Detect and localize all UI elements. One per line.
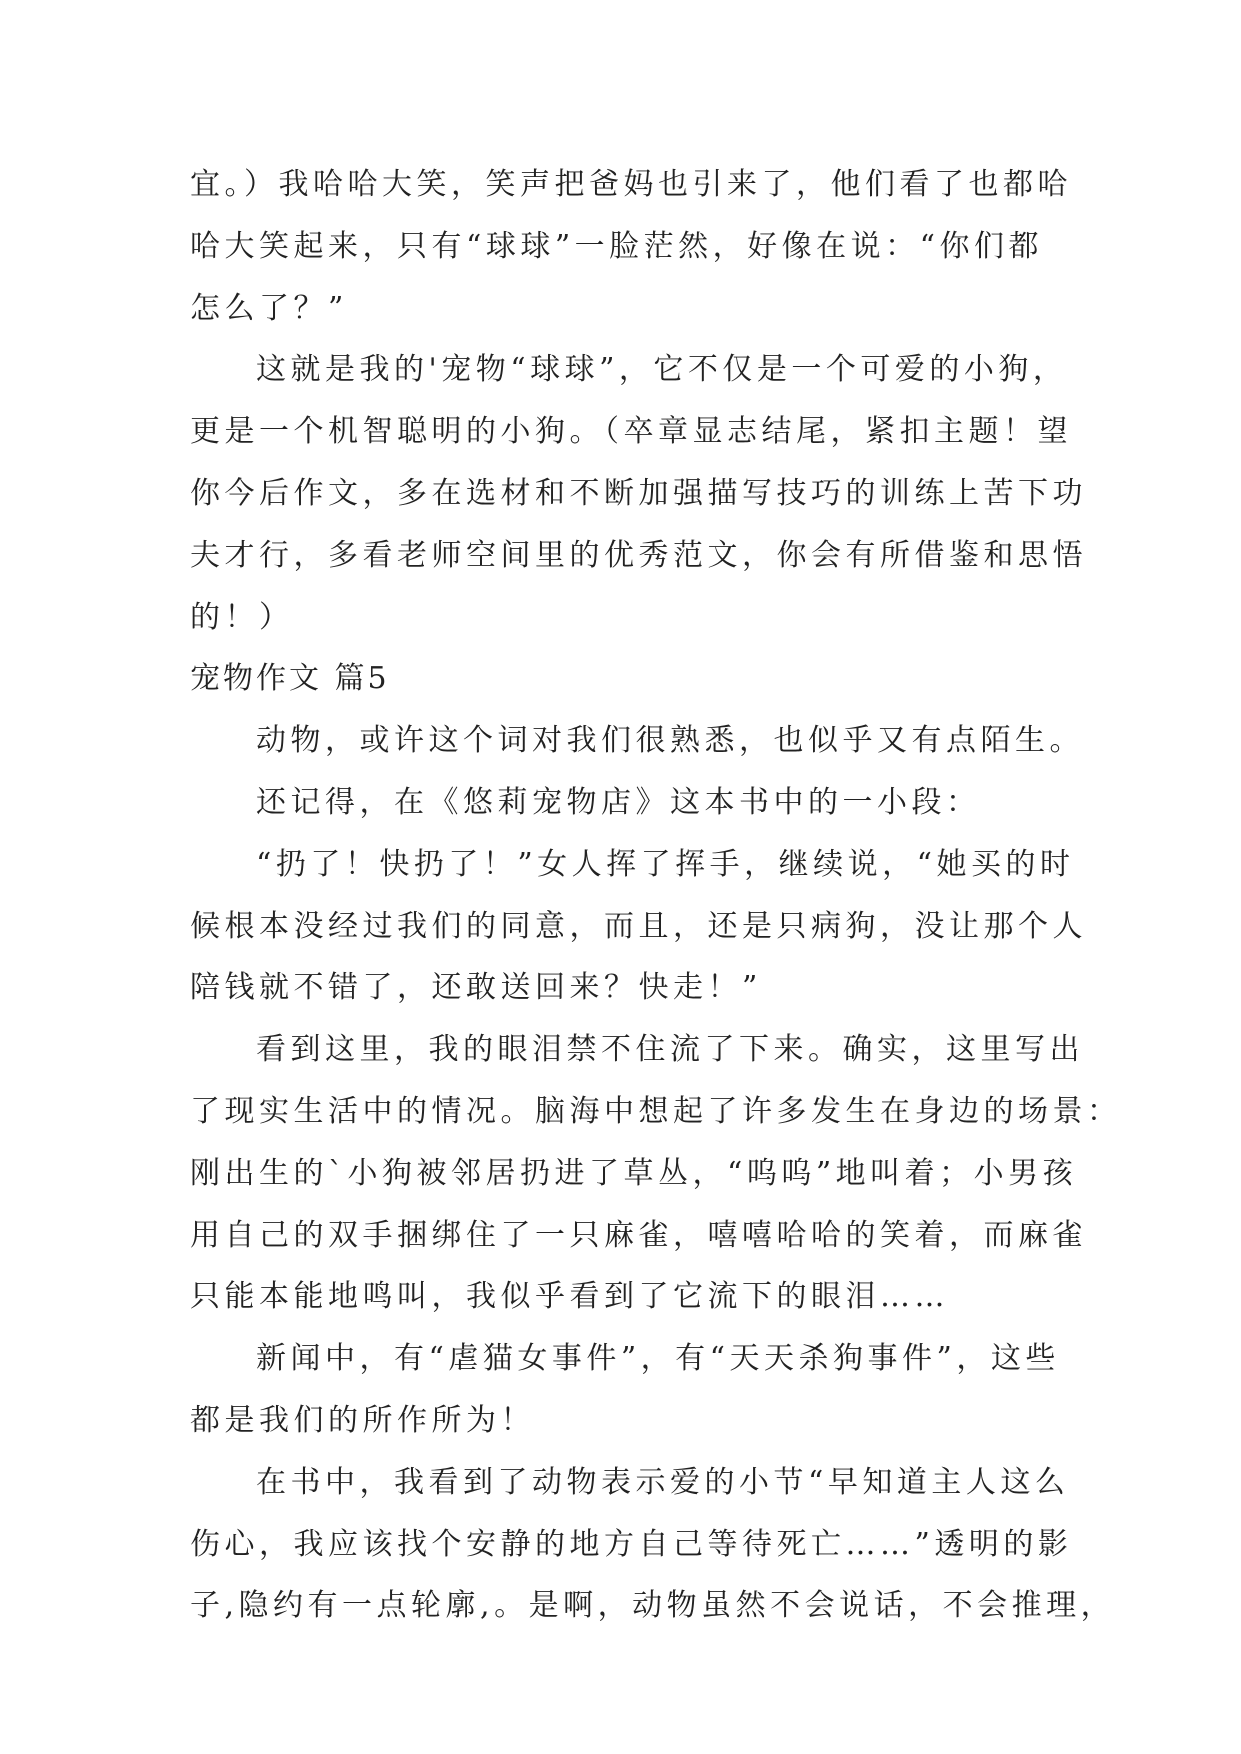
text-line: 候根本没经过我们的同意，而且，还是只病狗，没让那个人 bbox=[190, 908, 1087, 944]
text-line: 用自己的双手捆绑住了一只麻雀，嘻嘻哈哈的笑着，而麻雀 bbox=[190, 1217, 1087, 1253]
text-line: 伤心，我应该找个安静的地方自己等待死亡……”透明的影 bbox=[190, 1526, 1073, 1562]
section-heading: 宠物作文 篇5 bbox=[190, 661, 390, 697]
text-line: 更是一个机智聪明的小狗。（卒章显志结尾，紧扣主题！望 bbox=[190, 414, 1072, 450]
text-line: 的！） bbox=[190, 599, 294, 635]
text-line: 怎么了？” bbox=[190, 290, 348, 326]
text-line: 动物，或许这个词对我们很熟悉，也似乎又有点陌生。 bbox=[256, 723, 1084, 759]
text-line: 都是我们的所作所为！ bbox=[190, 1402, 535, 1438]
text-line: 刚出生的`小狗被邻居扔进了草丛，“呜呜”地叫着；小男孩 bbox=[190, 1155, 1078, 1191]
text-line: 新闻中，有“虐猫女事件”，有“天天杀狗事件”，这些 bbox=[256, 1341, 1060, 1377]
text-line: 夫才行，多看老师空间里的优秀范文，你会有所借鉴和思悟 bbox=[190, 537, 1087, 573]
text-line: 只能本能地鸣叫，我似乎看到了它流下的眼泪…… bbox=[190, 1279, 949, 1315]
text-line: 看到这里，我的眼泪禁不住流了下来。确实，这里写出 bbox=[256, 1032, 1084, 1068]
text-line: 陪钱就不错了，还敢送回来？快走！” bbox=[190, 970, 762, 1006]
text-line: 在书中，我看到了动物表示爱的小节“早知道主人这么 bbox=[256, 1464, 1070, 1500]
text-line: 子,隐约有一点轮廓,。是啊，动物虽然不会说话，不会推理， bbox=[190, 1588, 1116, 1624]
document-body bbox=[190, 154, 1122, 1637]
text-line: 哈大笑起来，只有“球球”一脸茫然，好像在说：“你们都 bbox=[190, 228, 1044, 264]
text-line: 你今后作文，多在选材和不断加强描写技巧的训练上苦下功 bbox=[190, 475, 1087, 511]
text-line: 还记得，在《悠莉宠物店》这本书中的一小段： bbox=[256, 784, 981, 820]
text-line: 了现实生活中的情况。脑海中想起了许多发生在身边的场景： bbox=[190, 1093, 1122, 1129]
text-line: 宜。）我哈哈大笑，笑声把爸妈也引来了，他们看了也都哈 bbox=[190, 167, 1072, 202]
text-line: “扔了！快扔了！”女人挥了挥手，继续说，“她买的时 bbox=[256, 846, 1075, 882]
text-line: 这就是我的'宠物“球球”，它不仅是一个可爱的小狗， bbox=[256, 352, 1068, 388]
